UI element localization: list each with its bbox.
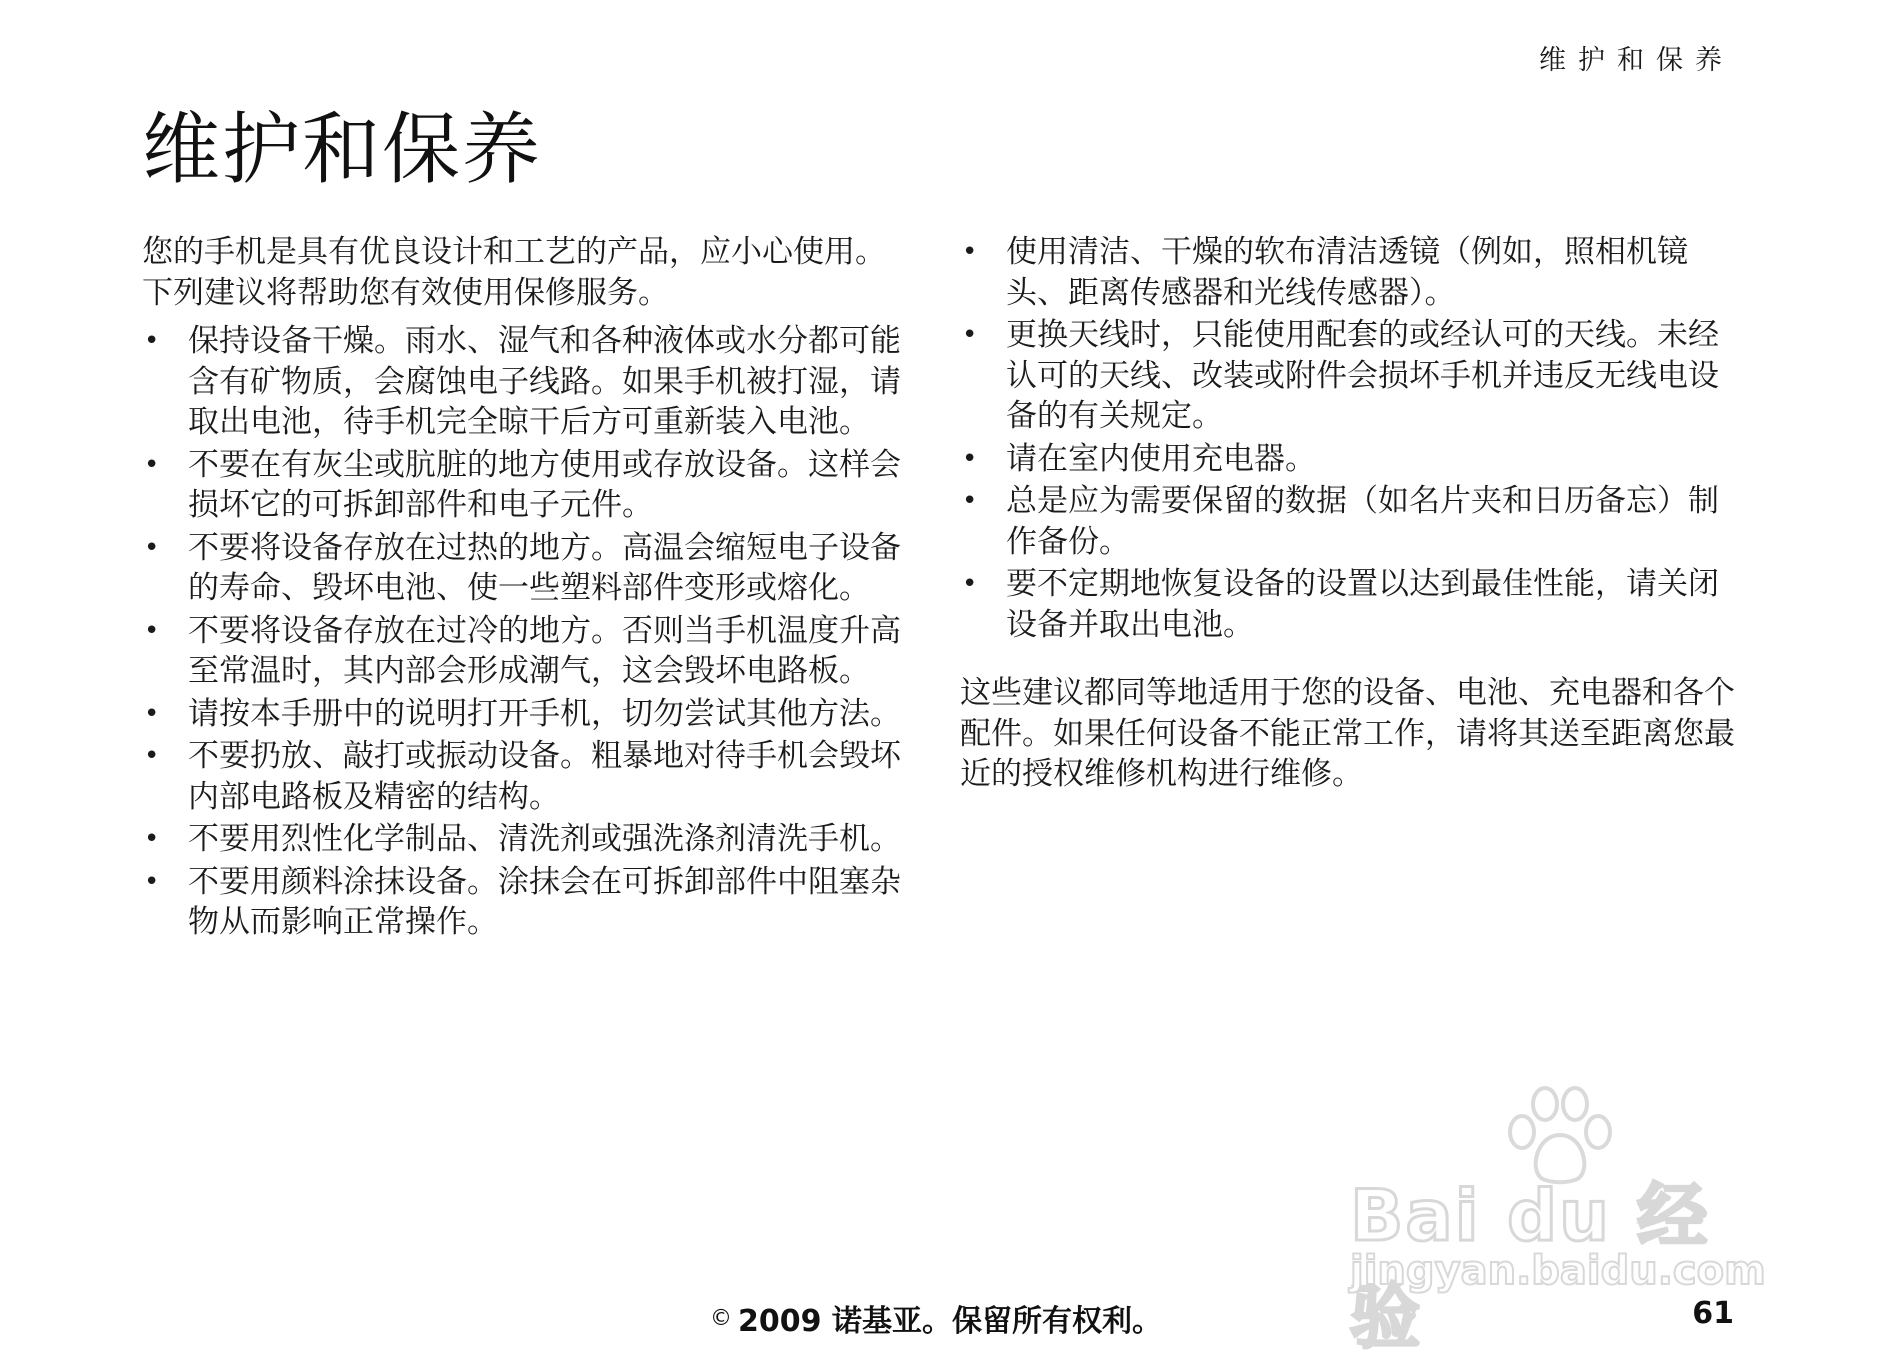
list-item <box>142 445 912 526</box>
bullet-icon: • <box>144 449 160 480</box>
list-item <box>960 481 1740 562</box>
list-item-text: 不要将设备存放在过冷的地方。否则当手机温度升高至常温时，其内部会形成潮气，这会毁坏电路板。 <box>188 612 901 689</box>
running-header: 维护和保养 <box>1539 45 1734 76</box>
bullet-icon: • <box>144 698 160 729</box>
list-item <box>142 528 912 609</box>
list-item-text: 使用清洁、干燥的软布清洁透镜（例如，照相机镜头、距离传感器和光线传感器）。 <box>1006 234 1688 311</box>
outro-paragraph: 这些建议都同等地适用于您的设备、电池、充电器和各个配件。如果任何设备不能正常工作，请将其送至距离您最近的授权维修机构进行维修。 <box>960 675 1735 792</box>
bullet-icon: • <box>962 443 978 474</box>
footer-copyright <box>710 1296 1162 1340</box>
list-item-text: 不要用烈性化学制品、清洗剂或强洗涤剂清洗手机。 <box>188 821 901 857</box>
bullet-icon: • <box>144 866 160 897</box>
list-item-text: 请按本手册中的说明打开手机，切勿尝试其他方法。 <box>188 695 901 732</box>
list-item-text: 不要将设备存放在过热的地方。高温会缩短电子设备的寿命、毁坏电池、使一些塑料部件变形或熔化。 <box>188 529 901 606</box>
list-item <box>960 232 1740 313</box>
bullet-icon: • <box>144 824 160 854</box>
bullet-icon: • <box>144 615 160 646</box>
intro-paragraph: 您的手机是具有优良设计和工艺的产品，应小心使用。下列建议将帮助您有效使用保修服务。 <box>142 234 886 311</box>
page-number: 61 <box>1692 1296 1734 1331</box>
left-column <box>142 232 912 945</box>
list-item <box>142 736 912 817</box>
list-item-text: 更换天线时，只能使用配套的或经认可的天线。未经认可的天线、改装或附件会损坏手机并违反无线电设备的有关规定。 <box>1006 317 1719 434</box>
bullet-icon: • <box>144 741 160 771</box>
list-item <box>142 611 912 692</box>
list-item <box>142 819 912 860</box>
watermark-url: jingyan.baidu.com <box>1350 1248 1766 1294</box>
bullet-icon: • <box>962 320 978 350</box>
list-item-text: 不要扔放、敲打或振动设备。粗暴地对待手机会毁坏内部电路板及精密的结构。 <box>188 738 901 815</box>
bullet-icon: • <box>962 569 978 599</box>
list-item <box>960 315 1740 437</box>
list-item <box>960 564 1740 645</box>
bullet-icon: • <box>962 237 978 267</box>
bullet-icon: • <box>144 532 160 563</box>
list-item-text: 保持设备干燥。雨水、湿气和各种液体或水分都可能含有矿物质，会腐蚀电子线路。如果手机被打湿，请取出电池，待手机完全晾干后方可重新装入电池。 <box>188 323 901 440</box>
list-item-text: 总是应为需要保留的数据（如名片夹和日历备忘）制作备份。 <box>1006 483 1719 560</box>
right-column <box>960 232 1740 803</box>
left-tips-list <box>142 321 912 943</box>
list-item <box>142 321 912 443</box>
list-item-text: 不要用颜料涂抹设备。涂抹会在可拆卸部件中阻塞杂物从而影响正常操作。 <box>188 863 901 940</box>
bullet-icon: • <box>962 486 978 516</box>
list-item-text: 请在室内使用充电器。 <box>1006 440 1316 477</box>
page-title: 维护和保养 <box>142 105 543 195</box>
list-item-text: 要不定期地恢复设备的设置以达到最佳性能，请关闭设备并取出电池。 <box>1006 566 1719 643</box>
list-item <box>142 694 912 735</box>
watermark-brand: Bai du 经验 <box>1350 1175 1710 1358</box>
bullet-icon: • <box>144 326 160 356</box>
copyright-symbol: © <box>710 1306 732 1331</box>
list-item-text: 不要在有灰尘或肮脏的地方使用或存放设备。这样会损坏它的可拆卸部件和电子元件。 <box>188 446 901 523</box>
copyright-text: 2009 诺基亚。保留所有权利。 <box>738 1304 1162 1339</box>
right-tips-list <box>960 232 1740 645</box>
list-item <box>960 439 1740 480</box>
list-item <box>142 862 912 943</box>
